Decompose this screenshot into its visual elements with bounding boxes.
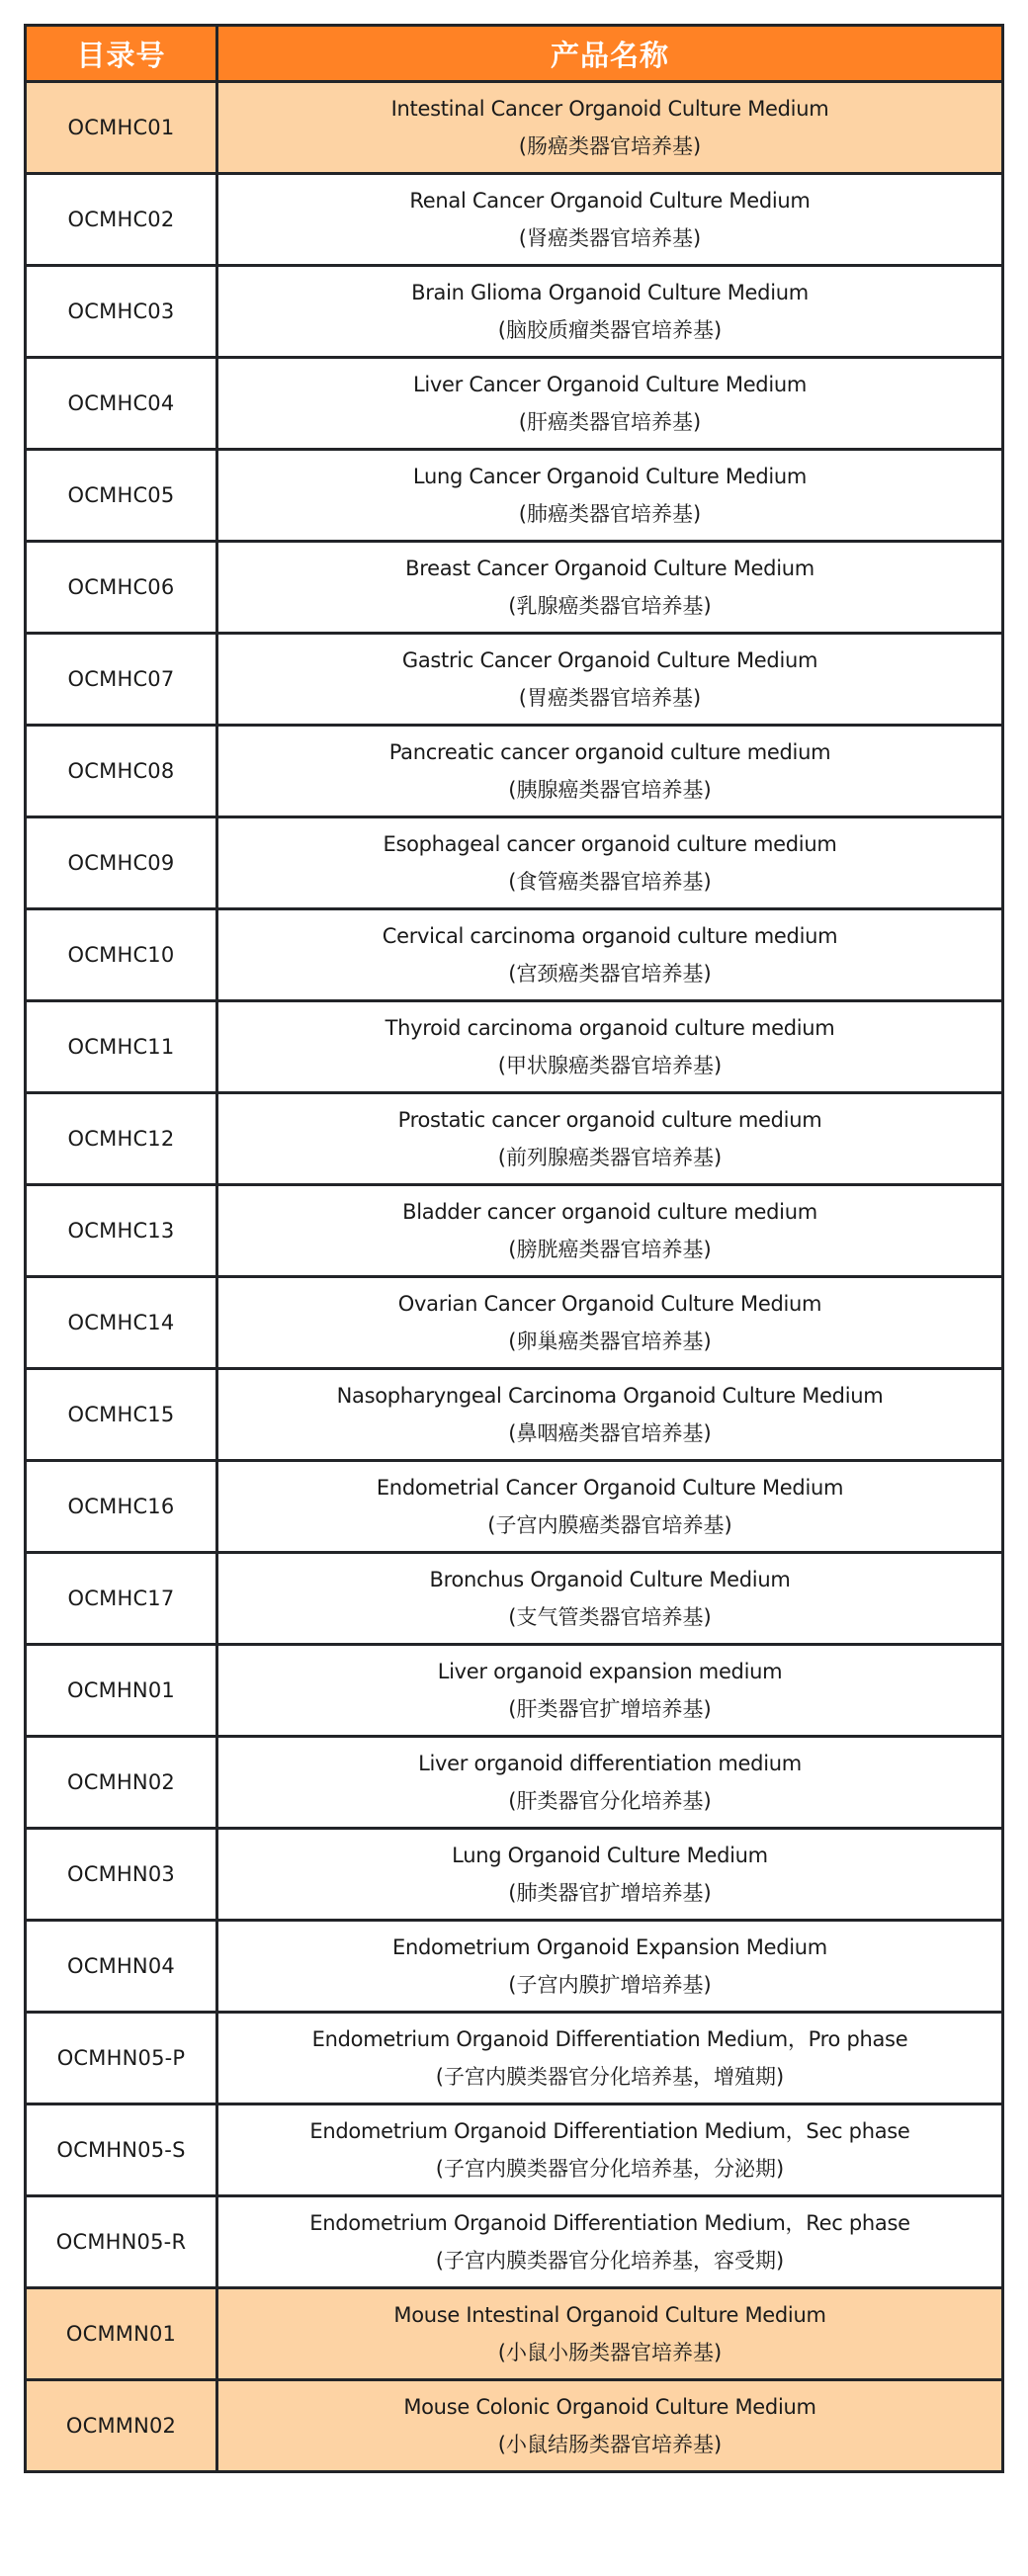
- table-row: [26, 1277, 1003, 1369]
- product-name-english: Cervical carcinoma organoid culture medium: [382, 924, 838, 948]
- product-name-cell: [217, 1737, 1003, 1829]
- catalog-number-cell: [26, 82, 217, 174]
- product-name-cell: [217, 450, 1003, 542]
- product-name-cell: [217, 1645, 1003, 1737]
- product-name-chinese: (食管癌类器官培养基): [508, 870, 712, 894]
- header-row: [26, 26, 1003, 82]
- catalog-number: OCMHN05-S: [56, 2138, 186, 2162]
- product-name-chinese: (肝类器官扩增培养基): [508, 1697, 712, 1721]
- catalog-number-cell: [26, 1553, 217, 1645]
- table-row: [26, 358, 1003, 450]
- table-body: [26, 82, 1003, 2472]
- catalog-number: OCMHC11: [67, 1035, 175, 1059]
- product-name-cell: [217, 1921, 1003, 2013]
- catalog-number-cell: [26, 358, 217, 450]
- table-row: [26, 1093, 1003, 1185]
- table-row: [26, 1737, 1003, 1829]
- product-name-chinese: (甲状腺癌类器官培养基): [497, 1054, 723, 1077]
- product-name-cell: [217, 174, 1003, 266]
- catalog-number-cell: [26, 909, 217, 1001]
- product-name-english: Lung Cancer Organoid Culture Medium: [412, 465, 808, 488]
- product-name-english: Endometrium Organoid Expansion Medium: [392, 1935, 827, 1959]
- catalog-number: OCMHC06: [67, 575, 175, 599]
- product-name-chinese: (肝类器官分化培养基): [508, 1789, 712, 1813]
- product-name-cell: [217, 726, 1003, 817]
- catalog-number-cell: [26, 2104, 217, 2196]
- catalog-number: OCMHC04: [67, 391, 175, 415]
- table-row: [26, 174, 1003, 266]
- product-name-chinese: (肺类器官扩增培养基): [508, 1881, 712, 1905]
- catalog-number: OCMHC05: [67, 483, 175, 507]
- product-name-cell: [217, 2013, 1003, 2104]
- table-row: [26, 266, 1003, 358]
- product-name-english: Breast Cancer Organoid Culture Medium: [405, 557, 814, 580]
- product-name-chinese: (子宫内膜类器官分化培养基，分泌期): [435, 2157, 785, 2181]
- product-name-cell: [217, 358, 1003, 450]
- product-name-english: Intestinal Cancer Organoid Culture Medium: [390, 97, 829, 121]
- product-name-chinese: (肺癌类器官培养基): [518, 502, 702, 526]
- product-name-english: Renal Cancer Organoid Culture Medium: [409, 189, 811, 213]
- product-name-chinese: (肝癌类器官培养基): [518, 410, 702, 434]
- product-name-chinese: (小鼠小肠类器官培养基): [497, 2341, 723, 2364]
- product-name-english: Mouse Colonic Organoid Culture Medium: [403, 2395, 816, 2419]
- product-name-chinese: (子宫内膜类器官分化培养基，增殖期): [435, 2065, 785, 2089]
- product-name-chinese: (子宫内膜扩增培养基): [508, 1973, 712, 1997]
- product-name-cell: [217, 266, 1003, 358]
- product-name-chinese: (鼻咽癌类器官培养基): [508, 1421, 712, 1445]
- table-row: [26, 2013, 1003, 2104]
- product-name-chinese: (子宫内膜癌类器官培养基): [487, 1513, 732, 1537]
- catalog-number-cell: [26, 1829, 217, 1921]
- product-name-english: Esophageal cancer organoid culture medium: [383, 832, 837, 856]
- catalog-number-cell: [26, 1737, 217, 1829]
- product-name-cell: [217, 1553, 1003, 1645]
- table-row: [26, 450, 1003, 542]
- product-name-chinese: (胰腺癌类器官培养基): [508, 778, 712, 802]
- product-name-chinese: (前列腺癌类器官培养基): [497, 1146, 723, 1169]
- product-name-chinese: (子宫内膜类器官分化培养基，容受期): [435, 2249, 785, 2273]
- product-name-english: Lung Organoid Culture Medium: [452, 1844, 768, 1867]
- catalog-number-cell: [26, 2288, 217, 2380]
- product-name-cell: [217, 2288, 1003, 2380]
- product-name-english: Thyroid carcinoma organoid culture medium: [385, 1016, 835, 1040]
- header-product-name: 产品名称: [217, 26, 1003, 82]
- product-name-cell: [217, 1093, 1003, 1185]
- product-name-chinese: (胃癌类器官培养基): [518, 686, 702, 710]
- catalog-number-cell: [26, 634, 217, 726]
- product-name-cell: [217, 2380, 1003, 2472]
- catalog-number: OCMMN01: [65, 2322, 177, 2346]
- catalog-number-cell: [26, 1369, 217, 1461]
- table-row: [26, 1369, 1003, 1461]
- product-name-cell: [217, 1001, 1003, 1093]
- table-row: [26, 726, 1003, 817]
- product-name-cell: [217, 634, 1003, 726]
- catalog-number-cell: [26, 1921, 217, 2013]
- catalog-number: OCMMN02: [65, 2414, 177, 2438]
- table-row: [26, 2380, 1003, 2472]
- catalog-number: OCMHC07: [67, 667, 175, 691]
- product-name-english: Nasopharyngeal Carcinoma Organoid Culture Medium: [336, 1384, 884, 1408]
- table-row: [26, 1829, 1003, 1921]
- table-row: [26, 1001, 1003, 1093]
- table-row: [26, 1645, 1003, 1737]
- catalog-number-cell: [26, 1461, 217, 1553]
- product-name-english: Endometrium Organoid Differentiation Medium，Sec phase: [309, 2119, 910, 2143]
- product-name-cell: [217, 1277, 1003, 1369]
- product-name-english: Brain Glioma Organoid Culture Medium: [411, 281, 809, 304]
- product-name-cell: [217, 817, 1003, 909]
- product-name-chinese: (乳腺癌类器官培养基): [508, 594, 712, 618]
- table-row: [26, 2288, 1003, 2380]
- product-name-chinese: (肾癌类器官培养基): [518, 226, 702, 250]
- catalog-number-cell: [26, 2380, 217, 2472]
- catalog-number: OCMHC12: [67, 1127, 175, 1151]
- product-name-cell: [217, 1829, 1003, 1921]
- catalog-number-cell: [26, 2196, 217, 2288]
- catalog-number: OCMHC13: [67, 1219, 175, 1243]
- catalog-number: OCMHN01: [67, 1678, 175, 1702]
- product-name-chinese: (支气管类器官培养基): [508, 1605, 712, 1629]
- catalog-number-cell: [26, 1277, 217, 1369]
- catalog-number: OCMHC15: [67, 1403, 175, 1426]
- catalog-number: OCMHC09: [67, 851, 175, 875]
- catalog-number: OCMHN05-P: [56, 2046, 186, 2070]
- catalog-number-cell: [26, 174, 217, 266]
- product-name-english: Endometrial Cancer Organoid Culture Medium: [376, 1476, 844, 1500]
- product-name-chinese: (小鼠结肠类器官培养基): [497, 2433, 723, 2456]
- catalog-number: OCMHC14: [67, 1311, 175, 1334]
- catalog-number-cell: [26, 266, 217, 358]
- product-name-chinese: (膀胱癌类器官培养基): [508, 1238, 712, 1261]
- product-name-chinese: (肠癌类器官培养基): [518, 134, 702, 158]
- table-row: [26, 1461, 1003, 1553]
- product-name-english: Bladder cancer organoid culture medium: [402, 1200, 817, 1224]
- catalog-number-cell: [26, 450, 217, 542]
- catalog-number-cell: [26, 1001, 217, 1093]
- product-name-cell: [217, 2104, 1003, 2196]
- catalog-number-cell: [26, 542, 217, 634]
- catalog-number: OCMHC10: [67, 943, 175, 967]
- product-name-english: Liver Cancer Organoid Culture Medium: [412, 373, 808, 396]
- product-name-english: Endometrium Organoid Differentiation Medium，Rec phase: [309, 2211, 910, 2235]
- product-name-cell: [217, 1185, 1003, 1277]
- table-row: [26, 542, 1003, 634]
- table-header: [26, 26, 1003, 82]
- product-name-cell: [217, 82, 1003, 174]
- product-name-cell: [217, 1461, 1003, 1553]
- catalog-number: OCMHN03: [67, 1862, 175, 1886]
- catalog-number: OCMHC01: [67, 116, 175, 139]
- catalog-number: OCMHN04: [67, 1954, 175, 1978]
- table-row: [26, 1185, 1003, 1277]
- table-row: [26, 1921, 1003, 2013]
- catalog-number-cell: [26, 2013, 217, 2104]
- catalog-number: OCMHC03: [67, 300, 175, 323]
- catalog-number-cell: [26, 1093, 217, 1185]
- catalog-number: OCMHC17: [67, 1587, 175, 1610]
- catalog-number-cell: [26, 1645, 217, 1737]
- product-name-english: Endometrium Organoid Differentiation Medium，Pro phase: [311, 2027, 908, 2051]
- product-name-chinese: (卵巢癌类器官培养基): [508, 1330, 712, 1353]
- catalog-number-cell: [26, 1185, 217, 1277]
- table-row: [26, 2104, 1003, 2196]
- product-name-english: Ovarian Cancer Organoid Culture Medium: [397, 1292, 822, 1316]
- table-row: [26, 909, 1003, 1001]
- catalog-number: OCMHN02: [67, 1770, 175, 1794]
- product-name-chinese: (宫颈癌类器官培养基): [508, 962, 712, 986]
- product-name-cell: [217, 542, 1003, 634]
- product-name-english: Liver organoid differentiation medium: [418, 1752, 802, 1775]
- catalog-number: OCMHC08: [67, 759, 175, 783]
- product-name-cell: [217, 1369, 1003, 1461]
- product-name-english: Liver organoid expansion medium: [437, 1660, 783, 1683]
- product-name-english: Mouse Intestinal Organoid Culture Medium: [393, 2303, 826, 2327]
- header-catalog-number: 目录号: [26, 26, 217, 82]
- catalog-number-cell: [26, 726, 217, 817]
- catalog-number-cell: [26, 817, 217, 909]
- table-row: [26, 82, 1003, 174]
- product-name-english: Pancreatic cancer organoid culture medium: [388, 740, 831, 764]
- table-row: [26, 2196, 1003, 2288]
- product-name-chinese: (脑胶质瘤类器官培养基): [497, 318, 723, 342]
- catalog-number: OCMHC16: [67, 1495, 175, 1518]
- catalog-number: OCMHC02: [67, 208, 175, 231]
- product-name-english: Gastric Cancer Organoid Culture Medium: [401, 648, 818, 672]
- product-name-english: Prostatic cancer organoid culture medium: [397, 1108, 822, 1132]
- table-row: [26, 1553, 1003, 1645]
- product-name-cell: [217, 909, 1003, 1001]
- table-row: [26, 634, 1003, 726]
- product-name-cell: [217, 2196, 1003, 2288]
- product-name-english: Bronchus Organoid Culture Medium: [429, 1568, 791, 1591]
- table-row: [26, 817, 1003, 909]
- catalog-number: OCMHN05-R: [55, 2230, 187, 2254]
- product-catalog-table: [24, 24, 1004, 2473]
